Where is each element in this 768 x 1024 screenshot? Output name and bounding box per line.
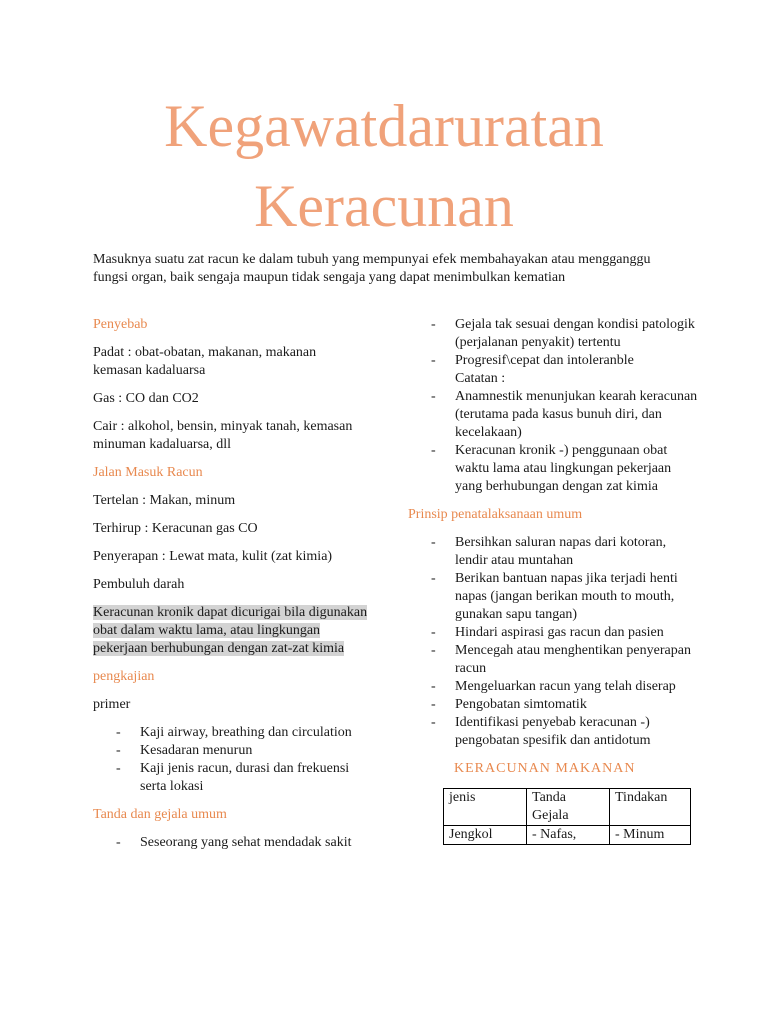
table-cell: - Minum (610, 826, 691, 845)
table-cell: Jengkol (444, 826, 527, 845)
table-title: KERACUNAN MAKANAN (454, 761, 636, 776)
left-column (93, 316, 368, 852)
tanda-gejala-heading: Tanda dan gejala umum (93, 807, 227, 822)
highlighted-text: Keracunan kronik dapat dicurigai bila digunakan obat dalam waktu lama, atau lingkungan pekerjaan berhubungan dengan zat-zat kimia (93, 605, 368, 656)
jalan-masuk-heading: Jalan Masuk Racun (93, 465, 203, 480)
list-item: - Progresif\cepat dan intoleranble (431, 352, 700, 370)
list-item: - Seseorang yang sehat mendadak sakit (116, 834, 368, 852)
catatan-list (408, 388, 700, 496)
header-cell-jenis: jenis (444, 789, 527, 826)
list-item: - Kaji airway, breathing dan circulation (116, 724, 368, 742)
primer-label: primer (93, 697, 131, 712)
title-line-2: Keracunan (254, 173, 514, 239)
padat-text: Padat : obat-obatan, makanan, makanan kemasan kadaluarsa (93, 345, 317, 378)
catatan-label: Catatan : (455, 371, 506, 386)
list-item: - Kaji jenis racun, durasi dan frekuensi serta lokasi (116, 760, 368, 796)
terhirup-text: Terhirup : Keracunan gas CO (93, 521, 258, 536)
list-item: - Bersihkan saluran napas dari kotoran, lendir atau muntahan (431, 534, 700, 570)
tertelan-text: Tertelan : Makan, minum (93, 493, 236, 508)
cair-text: Cair : alkohol, bensin, minyak tanah, kemasan minuman kadaluarsa, dll (93, 419, 353, 452)
pembuluh-text: Pembuluh darah (93, 577, 185, 592)
primer-list (93, 724, 368, 796)
gejala-list (408, 316, 700, 370)
list-item: - Hindari aspirasi gas racun dan pasien (431, 624, 700, 642)
title-line-1: Kegawatdaruratan (164, 93, 604, 159)
table-cell: - Nafas, (527, 826, 610, 845)
list-item: - Gejala tak sesuai dengan kondisi patologik (perjalanan penyakit) tertentu (431, 316, 700, 352)
list-item: - Mengeluarkan racun yang telah diserap (431, 678, 700, 696)
prinsip-heading: Prinsip penatalaksanaan umum (408, 507, 583, 522)
list-item: - Anamnestik menunjukan kearah keracunan (terutama pada kasus bunuh diri, dan kecelakaan) (431, 388, 700, 442)
table-row (444, 826, 691, 845)
list-item: - Keracunan kronik -) penggunaan obat waktu lama atau lingkungan pekerjaan yang berhubungan dengan zat kimia (431, 442, 700, 496)
header-cell-tindakan: Tindakan (610, 789, 691, 826)
pengkajian-heading: pengkajian (93, 669, 155, 684)
prinsip-list (408, 534, 700, 750)
list-item: - Pengobatan simtomatik (431, 696, 700, 714)
keracunan-makanan-table (443, 788, 691, 845)
document-title (0, 86, 768, 246)
tanda-list (93, 834, 368, 852)
list-item: - Identifikasi penyebab keracunan -) pengobatan spesifik dan antidotum (431, 714, 700, 750)
list-item: - Kesadaran menurun (116, 742, 368, 760)
gas-text: Gas : CO dan CO2 (93, 391, 199, 406)
intro-paragraph: Masuknya suatu zat racun ke dalam tubuh yang mempunyai efek membahayakan atau mengganggu fungsi organ, baik sengaja maupun tidak sengaja yang dapat menimbulkan kematian (93, 252, 651, 285)
header-cell-tanda-gejala: Tanda Gejala (527, 789, 610, 826)
highlight-paragraph (93, 604, 368, 658)
right-column (408, 316, 700, 845)
table-header-row (444, 789, 691, 826)
list-item: - Berikan bantuan napas jika terjadi henti napas (jangan berikan mouth to mouth, gunakan sapu tangan) (431, 570, 700, 624)
list-item: - Mencegah atau menghentikan penyerapan racun (431, 642, 700, 678)
penyerapan-text: Penyerapan : Lewat mata, kulit (zat kimia) (93, 549, 333, 564)
penyebab-heading: Penyebab (93, 317, 148, 332)
